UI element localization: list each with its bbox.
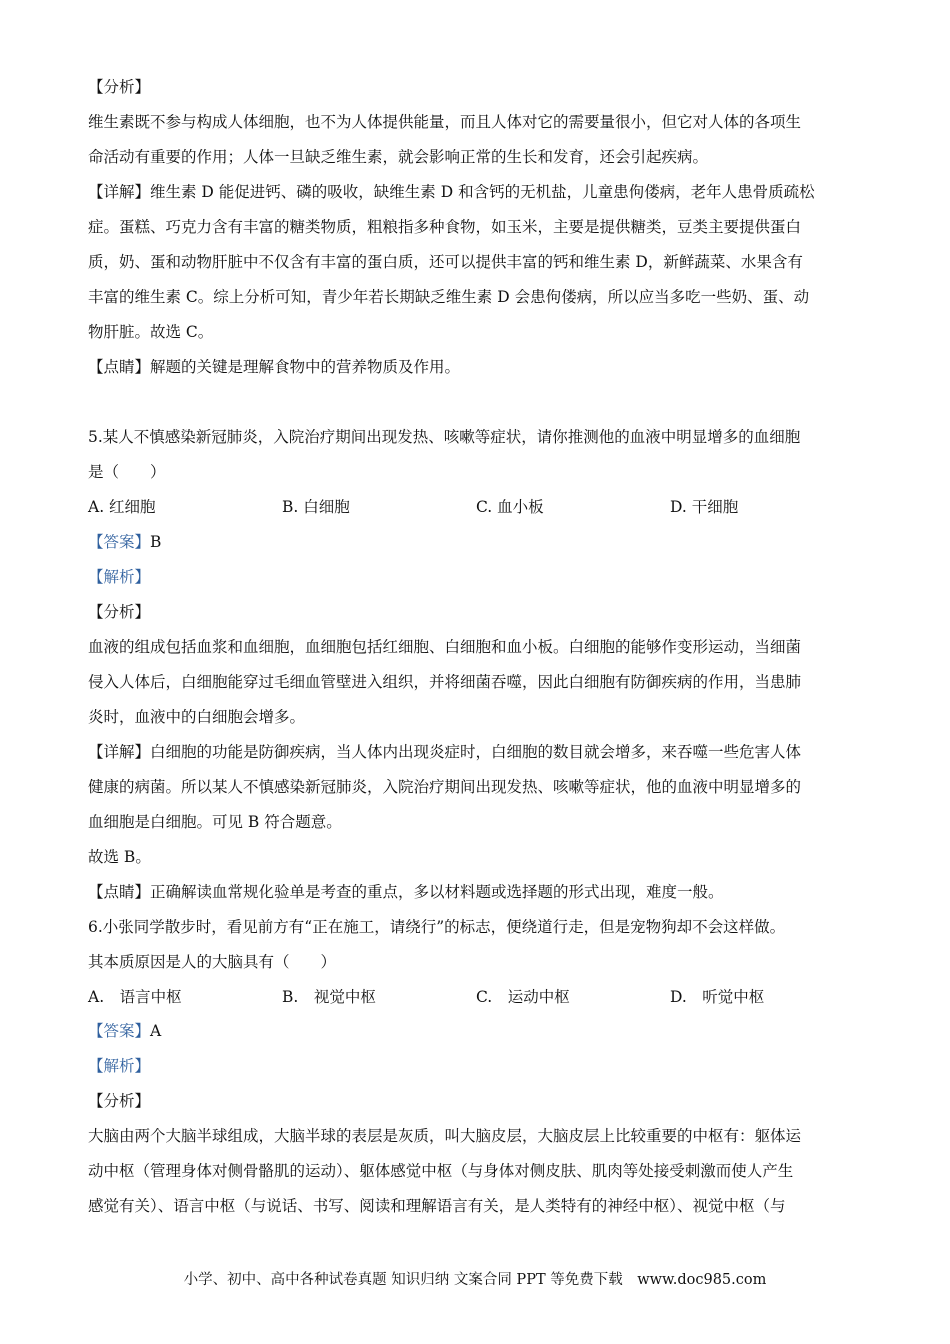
paragraph-line: 故选 B。 xyxy=(88,848,151,866)
paragraph-line: 【点睛】解题的关键是理解食物中的营养物质及作用。 xyxy=(88,358,461,376)
option-c: C. 运动中枢 xyxy=(476,988,570,1006)
paragraph-line: 侵入人体后，白细胞能穿过毛细血管壁进入组织，并将细菌吞噬，因此白细胞有防御疾病的作用，当患肺 xyxy=(88,673,802,691)
option-d: D. 干细胞 xyxy=(670,498,739,516)
question-6-line: 6.小张同学散步时，看见前方有“正在施工，请绕行”的标志，便绕道行走，但是宠物狗却不会这样做。 xyxy=(88,918,786,936)
paragraph-line: 症。蛋糕、巧克力含有丰富的糖类物质，粗粮指多种食物，如玉米，主要是提供糖类，豆类主要提供蛋白 xyxy=(88,218,802,236)
paragraph-line: 【详解】白细胞的功能是防御疾病，当人体内出现炎症时，白细胞的数目就会增多，来吞噬一些危害人体 xyxy=(88,743,802,761)
page-footer: 小学、初中、高中各种试卷真题 知识归纳 文案合同 PPT 等免费下载 www.doc985.com xyxy=(183,1272,767,1288)
paragraph-line: 血液的组成包括血浆和血细胞，血细胞包括红细胞、白细胞和血小板。白细胞的能够作变形运动，当细菌 xyxy=(88,638,802,656)
option-a: A. 语言中枢 xyxy=(88,988,182,1006)
option-b: B. 白细胞 xyxy=(282,498,350,516)
answer-label: 【答案】 xyxy=(88,1022,151,1040)
analysis-label: 【解析】 xyxy=(88,1057,151,1075)
paragraph-line: 感觉有关）、语言中枢（与说话、书写、阅读和理解语言有关，是人类特有的神经中枢）、视觉中枢（与 xyxy=(88,1197,786,1215)
option-d: D. 听觉中枢 xyxy=(670,988,765,1006)
question-6-line: 其本质原因是人的大脑具有（ ） xyxy=(88,953,337,971)
answer-value: B xyxy=(150,533,162,551)
paragraph-line: 炎时，血液中的白细胞会增多。 xyxy=(88,708,306,726)
paragraph-line: 【详解】维生素 D 能促进钙、磷的吸收，缺维生素 D 和含钙的无机盐，儿童患佝偻病，老年人患骨质疏松 xyxy=(88,183,815,201)
paragraph-line: 质，奶、蛋和动物肝脏中不仅含有丰富的蛋白质，还可以提供丰富的钙和维生素 D，新鲜蔬菜、水果含有 xyxy=(88,253,803,271)
answer-label: 【答案】 xyxy=(88,533,151,551)
paragraph-line: 大脑由两个大脑半球组成，大脑半球的表层是灰质，叫大脑皮层，大脑皮层上比较重要的中枢有：躯体运 xyxy=(88,1127,802,1145)
question-5-line: 是（ ） xyxy=(88,463,166,481)
paragraph-line: 健康的病菌。所以某人不慎感染新冠肺炎，入院治疗期间出现发热、咳嗽等症状，他的血液中明显增多的 xyxy=(88,778,802,796)
paragraph-line: 动中枢（管理身体对侧骨骼肌的运动）、躯体感觉中枢（与身体对侧皮肤、肌肉等处接受刺激而使人产生 xyxy=(88,1162,794,1180)
paragraph-line: 物肝脏。故选 C。 xyxy=(88,323,214,341)
paragraph-line: 命活动有重要的作用；人体一旦缺乏维生素，就会影响正常的生长和发育，还会引起疾病。 xyxy=(88,148,709,166)
answer-value: A xyxy=(150,1022,162,1040)
question-5-line: 5.某人不慎感染新冠肺炎，入院治疗期间出现发热、咳嗽等症状，请你推测他的血液中明显增多的血细胞 xyxy=(88,428,801,446)
answer-line xyxy=(88,1020,161,1042)
section-heading: 【分析】 xyxy=(88,1092,151,1110)
analysis-label: 【解析】 xyxy=(88,568,151,586)
paragraph-line: 血细胞是白细胞。可见 B 符合题意。 xyxy=(88,813,342,831)
section-heading: 【分析】 xyxy=(88,78,151,96)
paragraph-line: 【点睛】正确解读血常规化验单是考查的重点，多以材料题或选择题的形式出现，难度一般。 xyxy=(88,883,724,901)
paragraph-line: 丰富的维生素 C。综上分析可知，青少年若长期缺乏维生素 D 会患佝偻病，所以应当多吃一些奶、蛋、动 xyxy=(88,288,810,306)
option-b: B. 视觉中枢 xyxy=(282,988,376,1006)
section-heading: 【分析】 xyxy=(88,603,151,621)
paragraph-line: 维生素既不参与构成人体细胞，也不为人体提供能量，而且人体对它的需要量很小，但它对人体的各项生 xyxy=(88,113,802,131)
option-a: A. 红细胞 xyxy=(88,498,156,516)
option-c: C. 血小板 xyxy=(476,498,544,516)
answer-line xyxy=(88,531,161,553)
